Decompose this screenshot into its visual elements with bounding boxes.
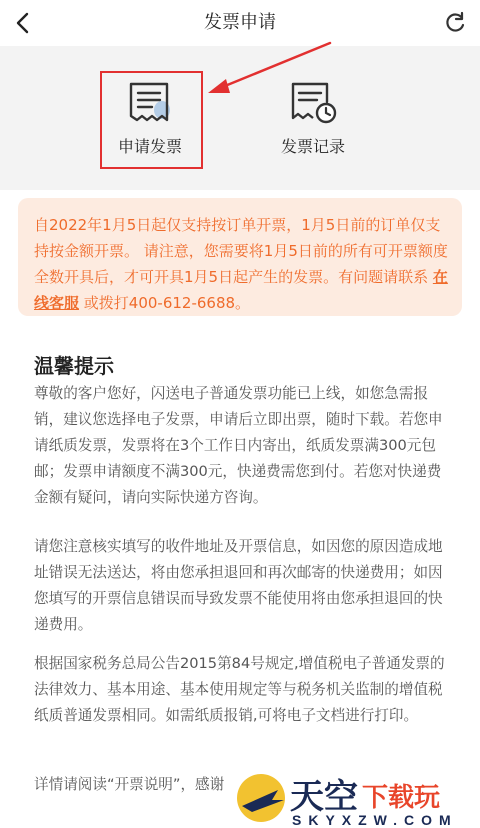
- page-title: 发票申请: [204, 12, 276, 33]
- notice-text: 自2022年1月5日起仅支持按订单开票，1月5日前的订单仅支持按金额开票。 请注意，您需要将1月5日前的所有可开票额度全数开具后，才可开具1月5日起产生的发票。有问题请联系: [34, 216, 448, 286]
- notice-phone-text: 或拨打400-612-6688。: [79, 294, 251, 312]
- tips-title: 温馨提示: [34, 354, 114, 378]
- highlight-box: [100, 71, 203, 169]
- tips-paragraph-2: 请您注意核实填写的收件地址及开票信息，如因您的原因造成地址错误无法送达，将由您承担退回和再次邮寄的快递费用；如因您填写的开票信息错误而导致发票不能使用将由您承担退回的快递费用。: [34, 538, 443, 633]
- annotation-arrow-icon: [196, 40, 336, 100]
- watermark-brand-2: 下载玩: [362, 782, 441, 812]
- refresh-icon[interactable]: [442, 10, 468, 36]
- tips-paragraph-3: 根据国家税务总局公告2015第84号规定,增值税电子普通发票的法律效力、基本用途、基本使用规定等与税务机关监制的增值税纸质普通发票相同。如需纸质报销,可将电子文档进行打印。: [34, 655, 445, 724]
- apply-invoice-label: 申请发票: [117, 137, 182, 156]
- site-watermark: [232, 770, 480, 828]
- watermark-domain: SKYXZW.COM: [292, 812, 458, 828]
- invoice-records-label: 发票记录: [280, 137, 345, 156]
- watermark-brand-1: 天空: [290, 778, 358, 816]
- tips-paragraph-4: 详情请阅读“开票说明”，感谢: [34, 776, 225, 793]
- order-notice: [18, 198, 462, 316]
- tips-paragraph-1: 尊敬的客户您好，闪送电子普通发票功能已上线，如您急需报销，建议您选择电子发票，申请后立即出票，随时下载。若您申请纸质发票，发票将在3个工作日内寄出，纸质发票满300元包邮；发票申请额度不满300元，快递费需您到付。若您对快递费金额有疑问，请向实际快递方咨询。: [34, 385, 443, 506]
- online-support-link[interactable]: 在线客服: [34, 268, 448, 312]
